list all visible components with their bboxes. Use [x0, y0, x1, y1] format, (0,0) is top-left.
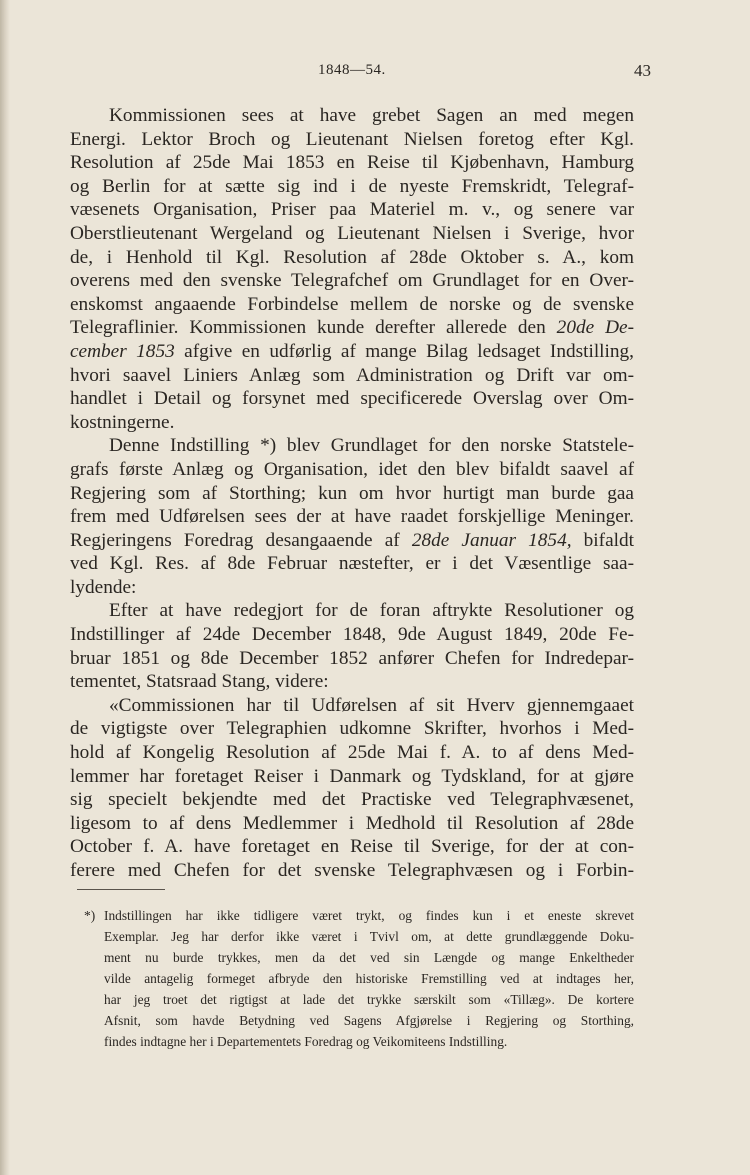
footnote-rule	[77, 889, 165, 890]
footnote-mark: *)	[84, 908, 96, 923]
text-line	[70, 529, 634, 553]
text-line: væsenets Organisation, Priser paa Materiel m. v., og senere var	[70, 199, 634, 221]
text-line: tementet, Statsraad Stang, videre:	[70, 671, 329, 693]
page-header	[0, 62, 750, 86]
text-line: ferere med Chefen for det svenske Telegraphvæsen og i Forbin-	[70, 860, 634, 881]
text-run: bifaldt	[571, 529, 634, 551]
text-run: Indstillingen har ikke tidligere været trykt, og findes kun i et eneste skrevet	[104, 908, 634, 923]
footnote-line: Afsnit, som havde Betydning ved Sagens Afgjørelse i Regjering og Storthing,	[104, 1013, 634, 1028]
text-line: sig specielt bekjendte med det Practiske ved Telegraphvæsenet,	[70, 789, 634, 811]
text-line: ligesom to af dens Medlemmer i Medhold til Resolution af 28de	[70, 812, 634, 834]
running-head: 1848—54.	[318, 62, 386, 78]
text-line: Efter at have redegjort for de foran aftrykte Resolutioner og	[109, 600, 634, 622]
text-line: og Berlin for at sætte sig ind i de nyeste Fremskridt, Telegraf-	[70, 175, 634, 197]
footnote-line: Exemplar. Jeg har derfor ikke været i Tvivl om, at dette grundlæggende Doku-	[104, 929, 634, 944]
text-line: hvori saavel Liniers Anlæg som Administration og Drift var om-	[70, 364, 634, 386]
text-line: bruar 1851 og 8de December 1852 anfører Chefen for Indredepar-	[70, 647, 634, 669]
text-run: Regjeringens Foredrag desangaaende af	[70, 529, 400, 551]
body-text	[70, 104, 634, 883]
text-run: Telegraflinier. Kommissionen kunde derefter allerede den	[70, 317, 546, 339]
footnote-line: har jeg troet det rigtigst at lade det trykke særskilt som «Tillæg». De kortere	[104, 992, 634, 1007]
date-italic: 20de De-	[556, 317, 634, 339]
text-line: lydende:	[70, 576, 137, 598]
date-italic: 28de Januar 1854,	[411, 529, 572, 551]
text-line: Oberstlieutenant Wergeland og Lieutenant Nielsen i Sverige, hvor	[70, 222, 634, 244]
footnote-line: vilde antagelig formeget afbryde den historiske Fremstilling ved at indtages her,	[104, 971, 634, 986]
text-line: Indstillinger af 24de December 1848, 9de August 1849, 20de Fe-	[70, 624, 634, 646]
page-spine-shadow	[0, 0, 10, 1175]
text-line: kostningerne.	[70, 411, 175, 433]
text-line: lemmer har foretaget Reiser i Danmark og Tydskland, for at gjøre	[70, 765, 634, 787]
text-run: afgive en udførlig af mange Bilag ledsaget Indstilling,	[174, 340, 634, 362]
text-line: hold af Kongelig Resolution af 25de Mai f. A. to af dens Med-	[70, 742, 634, 764]
text-line: «Commissionen har til Udførelsen af sit Hverv gjennemgaaet	[109, 694, 634, 716]
footnote-line: findes indtagne her i Departementets Foredrag og Veikomiteens Indstilling.	[104, 1034, 508, 1049]
text-line: overens med den svenske Telegrafchef om Grundlaget for en Over-	[70, 270, 634, 292]
text-line: enskomst angaaende Forbindelse mellem de norske og de svenske	[70, 293, 634, 315]
text-line: de vigtigste over Telegraphien udkomne Skrifter, hvorhos i Med-	[70, 718, 634, 740]
page-number: 43	[634, 61, 651, 80]
text-line: Resolution af 25de Mai 1853 en Reise til Kjøbenhavn, Hamburg	[70, 152, 634, 174]
footnote-line: ment nu burde trykkes, men da det ved sin Længde og mange Enkeltheder	[104, 950, 634, 965]
text-line: Denne Indstilling *) blev Grundlaget for den norske Statstele-	[109, 435, 634, 457]
text-line: grafs første Anlæg og Organisation, idet den blev bifaldt saavel af	[70, 458, 634, 480]
text-line: de, i Henhold til Kgl. Resolution af 28de Oktober s. A., kom	[70, 246, 634, 268]
text-line: handlet i Detail og forsynet med specificerede Overslag over Om-	[70, 388, 634, 410]
date-italic: cember 1853	[70, 340, 175, 362]
text-line	[70, 316, 634, 340]
text-line: Regjering som af Storthing; kun om hvor hurtigt man burde gaa	[70, 482, 634, 504]
text-line: October f. A. have foretaget en Reise til Sverige, for der at con-	[70, 836, 634, 858]
text-line: ved Kgl. Res. af 8de Februar næstefter, er i det Væsentlige saa-	[70, 553, 634, 575]
text-line: Energi. Lektor Broch og Lieutenant Nielsen foretog efter Kgl.	[70, 128, 634, 150]
footnote	[84, 905, 634, 1052]
text-line: frem med Udførelsen sees der at have raadet forskjellige Meninger.	[70, 506, 634, 528]
text-line	[70, 340, 634, 364]
text-line: Kommissionen sees at have grebet Sagen an med megen	[109, 105, 634, 126]
footnote-line	[84, 905, 634, 926]
